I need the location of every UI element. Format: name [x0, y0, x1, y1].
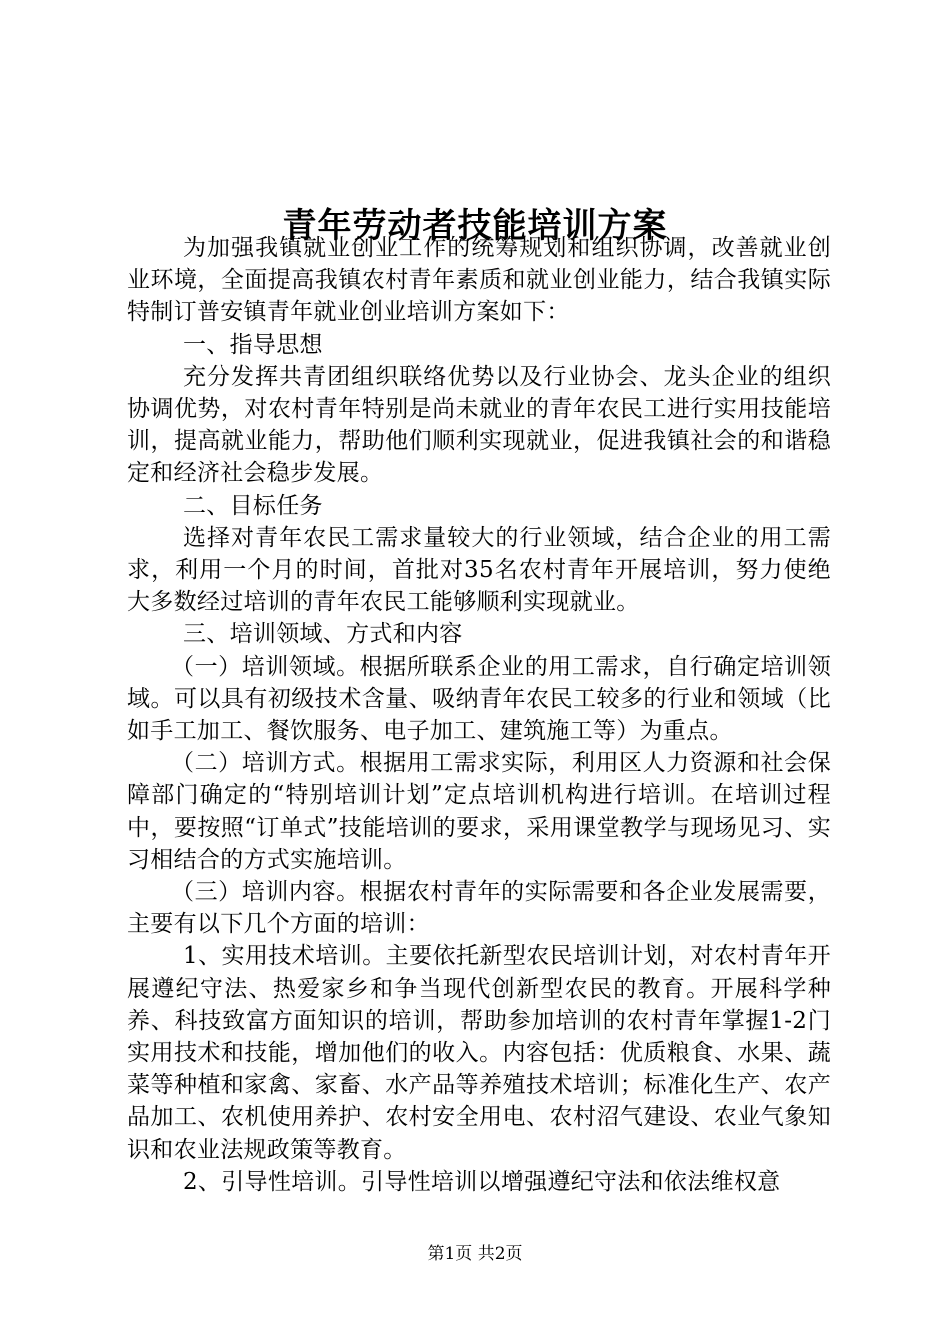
guidance-training-paragraph: 2、引导性培训。引导性培训以增强遵纪守法和依法维权意	[183, 1168, 781, 1195]
section-heading-guiding-ideology: 一、指导思想	[183, 331, 323, 358]
page-number-footer: 第1页 共2页	[427, 1244, 523, 1264]
intro-paragraph: 为加强我镇就业创业工作的统筹规划和组织协调，改善就业创业环境，全面提高我镇农村青年素质和就业创业能力，结合我镇实际特制订普安镇青年就业创业培训方案如下：	[127, 235, 831, 326]
document-body	[127, 232, 831, 1198]
training-methods-paragraph: （二）培训方式。根据用工需求实际，利用区人力资源和社会保障部门确定的“特别培训计划”定点培训机构进行培训。在培训过程中，要按照“订单式”技能培训的要求，采用课堂教学与现场见习、实习相结合的方式实施培训。	[127, 750, 831, 873]
objectives-paragraph: 选择对青年农民工需求量较大的行业领域，结合企业的用工需求，利用一个月的时间，首批对35名农村青年开展培训，努力使绝大多数经过培训的青年农民工能够顺利实现就业。	[127, 524, 831, 616]
guiding-ideology-paragraph: 充分发挥共青团组织联络优势以及行业协会、龙头企业的组织协调优势，对农村青年特别是尚未就业的青年农民工进行实用技能培训，提高就业能力，帮助他们顺利实现就业，促进我镇社会的和谐稳定和经济社会稳步发展。	[127, 363, 831, 487]
document-title: 青年劳动者技能培训方案	[282, 205, 668, 246]
training-content-paragraph: （三）培训内容。根据农村青年的实际需要和各企业发展需要，主要有以下几个方面的培训：	[127, 879, 831, 938]
section-heading-training: 三、培训领域、方式和内容	[183, 621, 463, 648]
practical-skills-paragraph: 1、实用技术培训。主要依托新型农民培训计划，对农村青年开展遵纪守法、热爱家乡和争当现代创新型农民的教育。开展科学种养、科技致富方面知识的培训，帮助参加培训的农村青年掌握1-2门实用技术和技能，增加他们的收入。内容包括：优质粮食、水果、蔬菜等种植和家禽、家畜、水产品等养殖技术培训；标准化生产、农产品加工、农机使用养护、农村安全用电、农村沼气建设、农业气象知识和农业法规政策等教育。	[127, 943, 831, 1163]
training-fields-paragraph: （一）培训领域。根据所联系企业的用工需求，自行确定培训领域。可以具有初级技术含量、吸纳青年农民工较多的行业和领域（比如手工加工、餐饮服务、电子加工、建筑施工等）为重点。	[127, 653, 831, 745]
section-heading-objectives: 二、目标任务	[183, 492, 323, 519]
